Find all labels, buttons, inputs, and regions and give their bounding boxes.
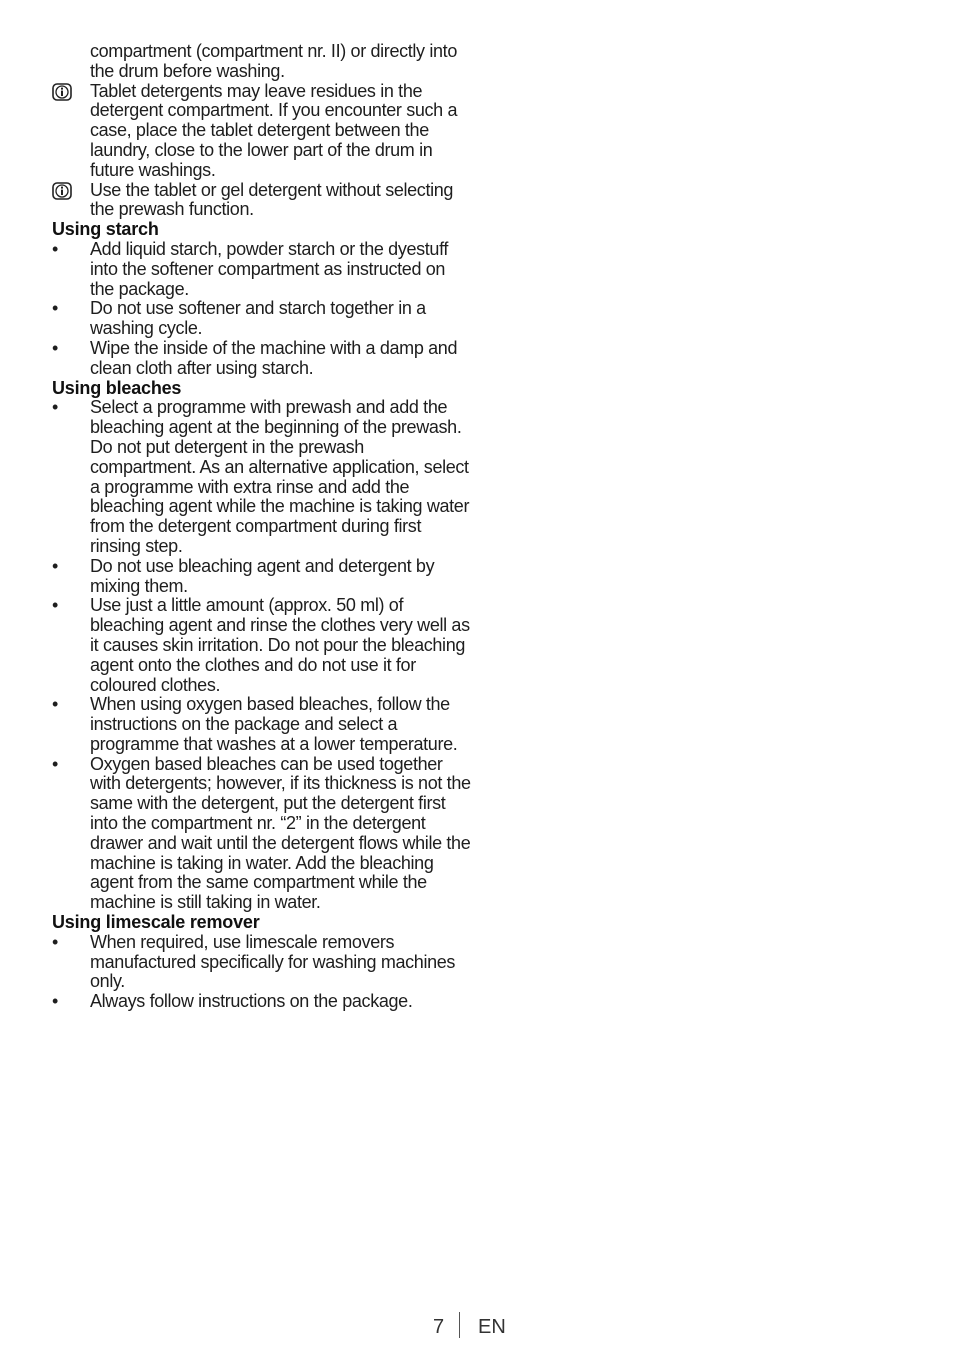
list-item bbox=[52, 299, 472, 339]
page-footer bbox=[0, 1312, 954, 1340]
list-item bbox=[52, 557, 472, 597]
list-item bbox=[52, 755, 472, 913]
footer-divider bbox=[459, 1312, 460, 1338]
bullet: • bbox=[52, 337, 58, 358]
list-item-text: Use just a little amount (approx. 50 ml) of bleaching agent and rinse the clothes very well as it causes skin irritation. Do not pour the bleaching agent onto the clothes and do not use it for coloured clothes. bbox=[90, 595, 470, 695]
continuation-text: compartment (compartment nr. II) or directly into the drum before washing. bbox=[90, 41, 457, 81]
list-item bbox=[52, 695, 472, 754]
info-note bbox=[52, 82, 472, 181]
bullet: • bbox=[52, 595, 58, 616]
list-item bbox=[52, 240, 472, 299]
info-icon bbox=[52, 182, 72, 200]
bullet: • bbox=[52, 238, 58, 259]
list-item-text: Select a programme with prewash and add the bleaching agent at the beginning of the prewash. Do not put detergent in the prewash compartment. As an alternative application, select a programme with extra rinse and add the bleaching agent while the machine is taking water from the detergent compartment during first rinsing step. bbox=[90, 397, 470, 556]
page-number: 7 bbox=[433, 1316, 445, 1338]
list-item-text: Do not use softener and starch together in a washing cycle. bbox=[90, 298, 426, 339]
section-heading-bleaches: Using bleaches bbox=[52, 377, 182, 398]
list-item bbox=[52, 596, 472, 695]
list-item bbox=[52, 398, 472, 556]
bullet: • bbox=[52, 931, 58, 952]
bullet: • bbox=[52, 753, 58, 774]
list-item-text: When using oxygen based bleaches, follow the instructions on the package and select a programme that washes at a lower temperature. bbox=[90, 694, 458, 754]
bullet: • bbox=[52, 555, 58, 576]
list-item-text: Always follow instructions on the package. bbox=[90, 991, 413, 1012]
info-icon bbox=[52, 83, 72, 101]
content-column bbox=[52, 42, 472, 1012]
section-heading-limescale: Using limescale remover bbox=[52, 912, 260, 933]
info-note-text: Use the tablet or gel detergent without selecting the prewash function. bbox=[90, 179, 454, 220]
list-item-text: When required, use limescale removers manufactured specifically for washing machines only. bbox=[90, 931, 456, 992]
continuation-paragraph bbox=[52, 42, 472, 82]
info-note-text: Tablet detergents may leave residues in the detergent compartment. If you encounter such a case, place the tablet detergent between the laundry, close to the lower part of the drum in future washings. bbox=[90, 80, 458, 180]
info-note bbox=[52, 181, 472, 221]
language-code: EN bbox=[478, 1316, 506, 1338]
list-item bbox=[52, 933, 472, 992]
section-heading-starch: Using starch bbox=[52, 219, 159, 240]
bullet: • bbox=[52, 694, 58, 715]
bullet: • bbox=[52, 298, 58, 319]
list-item-text: Wipe the inside of the machine with a damp and clean cloth after using starch. bbox=[90, 337, 458, 378]
list-item bbox=[52, 339, 472, 379]
bullet: • bbox=[52, 991, 58, 1012]
list-item-text: Do not use bleaching agent and detergent by mixing them. bbox=[90, 555, 435, 596]
bullet: • bbox=[52, 397, 58, 418]
list-item bbox=[52, 992, 472, 1012]
list-item-text: Oxygen based bleaches can be used together with detergents; however, if its thickness is not the same with the detergent, put the detergent first into the compartment nr. “2” in the detergent drawer and wait until the detergent flows while the machine is taking in water. Add the bleaching agent from the same compartment while the machine is still taking in water. bbox=[90, 753, 471, 913]
list-item-text: Add liquid starch, powder starch or the dyestuff into the softener compartment as instructed on the package. bbox=[90, 238, 449, 299]
